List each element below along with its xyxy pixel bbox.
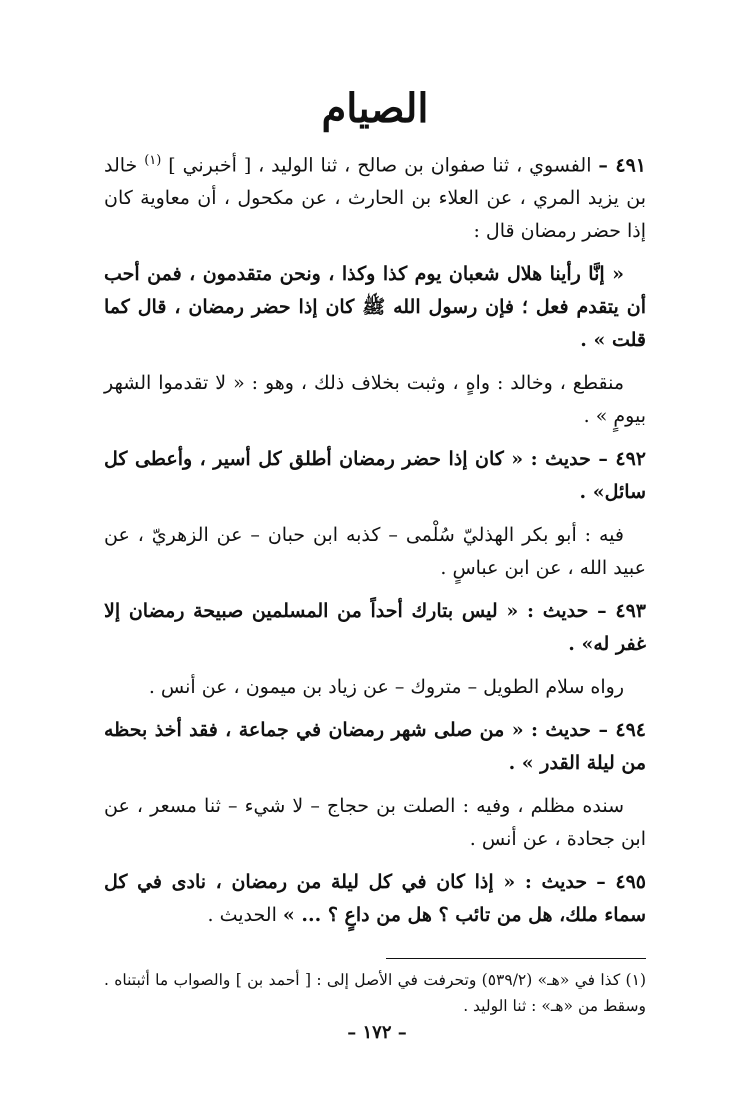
entry-text: حديث : « كان إذا حضر رمضان أطلق كل أسير ، وأعطى كل سائل» . bbox=[104, 448, 646, 504]
main-text bbox=[104, 144, 646, 932]
entry-number: ٤٩٢ – bbox=[598, 448, 646, 471]
entry-number: ٤٩٣ – bbox=[597, 600, 646, 623]
entry-number: ٤٩٤ – bbox=[598, 719, 646, 742]
entry-text: حديث : « إذا كان في كل ليلة من رمضان ، نادى في كل سماء ملك، هل من تائب ؟ هل من داعٍ ؟ ... » bbox=[104, 871, 646, 927]
footnotes bbox=[104, 967, 646, 1019]
entry-number: ٤٩١ – bbox=[598, 154, 646, 177]
entry-comment: منقطع ، وخالد : واهٍ ، وثبت بخلاف ذلك ، وهو : « لا تقدموا الشهر بيومٍ » . bbox=[104, 372, 646, 428]
footnote-ref[interactable]: (١) bbox=[144, 153, 162, 168]
footnote-divider bbox=[386, 958, 646, 959]
entry-comment: رواه سلام الطويل – متروك – عن زياد بن ميمون ، عن أنس . bbox=[148, 676, 624, 699]
entry-492 bbox=[104, 443, 646, 509]
entry-text-continued: خالد بن يزيد المري ، عن العلاء بن الحارث ، عن مكحول ، أن معاوية كان إذا حضر رمضان قال : bbox=[104, 154, 646, 243]
entry-text: حديث : « من صلى شهر رمضان في جماعة ، فقد أخذ بحظه من ليلة القدر » . bbox=[104, 719, 646, 775]
entry-text-tail: الحديث . bbox=[207, 904, 277, 927]
entry-comment: سنده مظلم ، وفيه : الصلت بن حجاج – لا شيء – ثنا مسعر ، عن ابن جحادة ، عن أنس . bbox=[104, 795, 646, 851]
page-number: – ١٧٢ – bbox=[347, 1022, 407, 1043]
entry-number: ٤٩٥ – bbox=[596, 871, 647, 894]
footnote-1: (١) كذا في «هـ» (٥٣٩/٢) وتحرفت في الأصل إلى : [ أحمد بن ] والصواب ما أثبتناه . وسقط من «هـ» : ثنا الوليد . bbox=[104, 971, 646, 1016]
entry-494 bbox=[104, 714, 646, 780]
entry-text: الفسوي ، ثنا صفوان بن صالح ، ثنا الوليد ، [ أخبرني ] bbox=[168, 154, 592, 177]
chapter-title: الصيام bbox=[321, 85, 429, 132]
entry-text: حديث : « ليس بتارك أحداً من المسلمين صبيحة رمضان إلا غفر له» . bbox=[104, 600, 646, 656]
entry-495 bbox=[104, 866, 646, 932]
entry-quote: « إنَّا رأينا هلال شعبان يوم كذا وكذا ، ونحن متقدمون ، فمن أحب أن يتقدم فعل ؛ فإن رسول الله ﷺ كان إذا حضر رمضان ، قال كما قلت » . bbox=[104, 263, 646, 352]
entry-491 bbox=[104, 144, 646, 248]
entry-comment: فيه : أبو بكر الهذليّ سُلْمى – كذبه ابن حبان – عن الزهريّ ، عن عبيد الله ، عن ابن عباسٍ . bbox=[104, 524, 646, 580]
entry-493 bbox=[104, 595, 646, 661]
